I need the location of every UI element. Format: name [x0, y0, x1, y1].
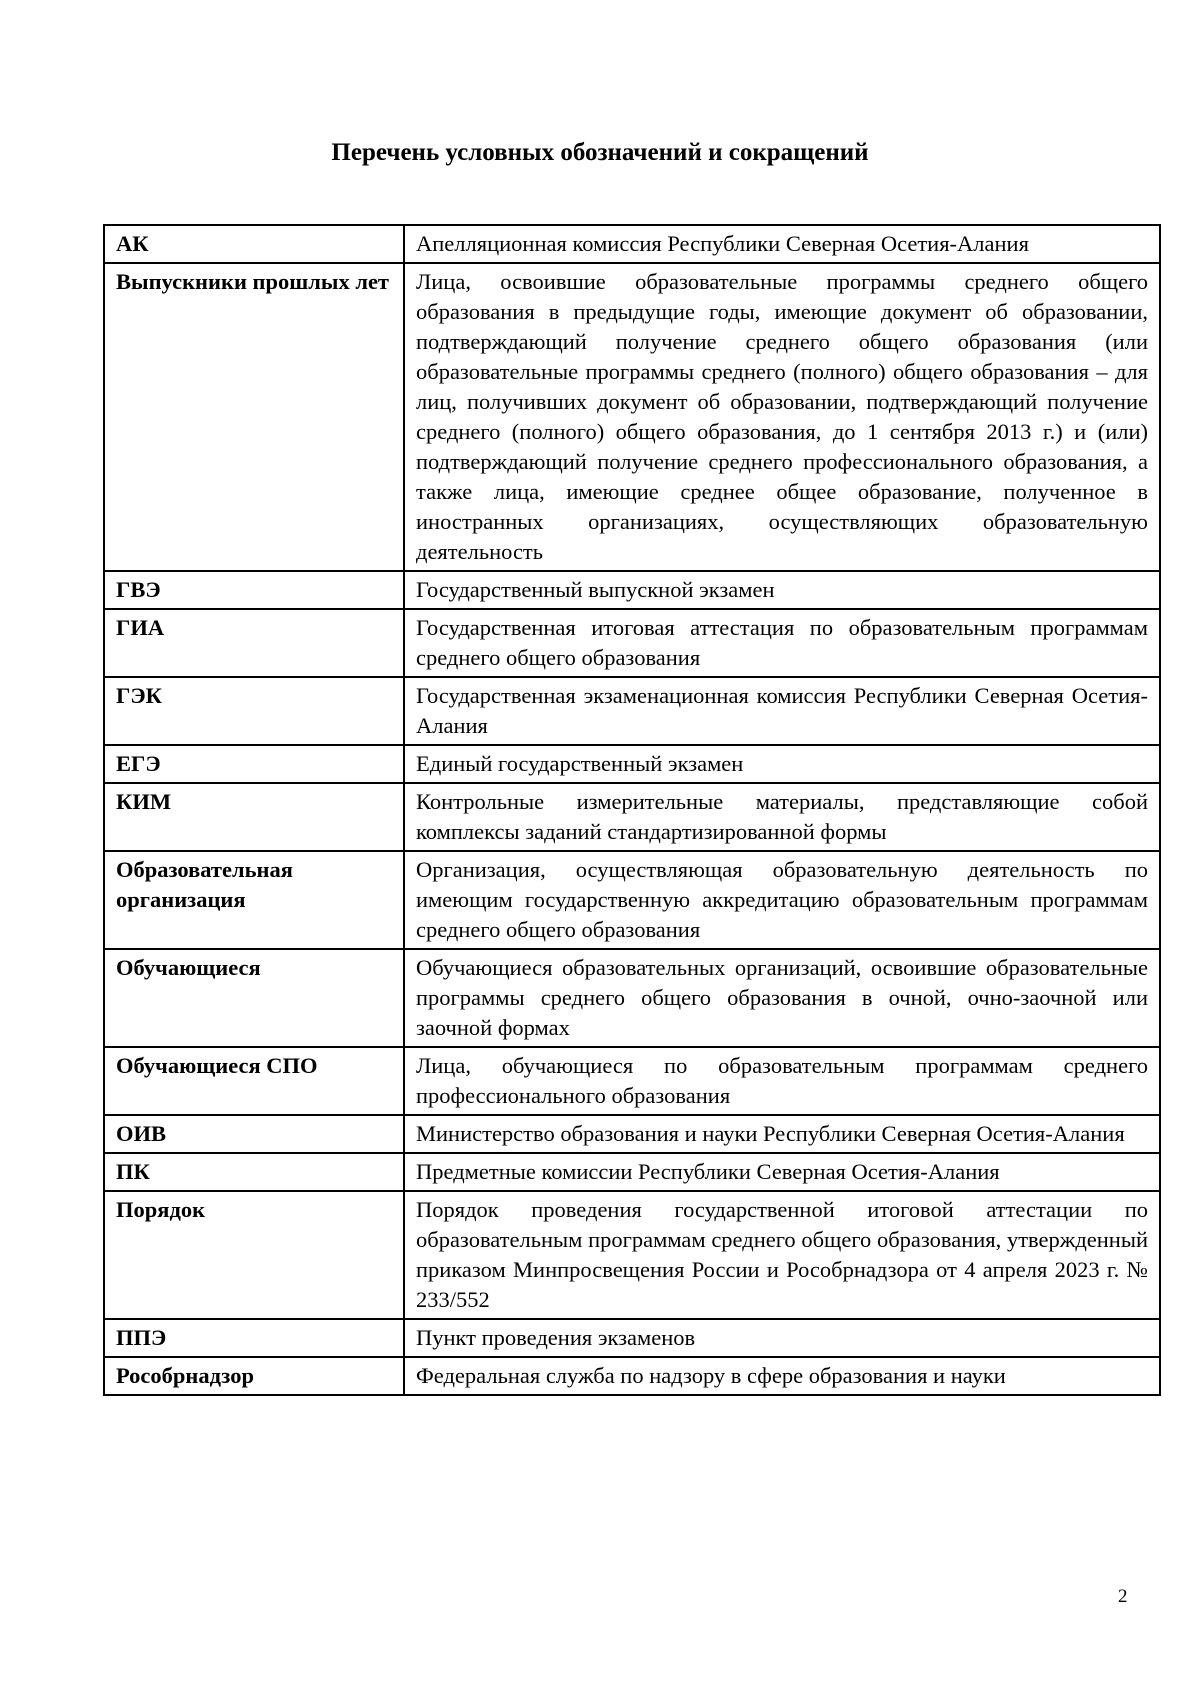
table-row [104, 1319, 1160, 1357]
table-row [104, 571, 1160, 609]
term-cell: ЕГЭ [104, 745, 404, 783]
definition-cell: Государственная итоговая аттестация по образовательным программам среднего общего образования [404, 609, 1160, 677]
term-cell: Образовательная организация [104, 851, 404, 949]
table-row [104, 745, 1160, 783]
definition-cell: Единый государственный экзамен [404, 745, 1160, 783]
table-row [104, 1357, 1160, 1395]
table-row [104, 949, 1160, 1047]
term-cell: ГИА [104, 609, 404, 677]
table-row [104, 851, 1160, 949]
definition-cell: Государственный выпускной экзамен [404, 571, 1160, 609]
term-cell: ПК [104, 1153, 404, 1191]
definition-cell: Лица, освоившие образовательные программы среднего общего образования в предыдущие годы, имеющие документ об образовании, подтверждающий получение среднего общего образования (или образовательные программы среднего (полного) общего образования – для лиц, получивших документ об образовании, подтверждающий получение среднего (полного) общего образования, до 1 сентября 2013 г.) и (или) подтверждающий получение среднего профессионального образования, а также лица, имеющие среднее общее образование, полученное в иностранных организациях, осуществляющих образовательную деятельность [404, 263, 1160, 571]
term-cell: ГЭК [104, 677, 404, 745]
table-row [104, 263, 1160, 571]
table-row [104, 609, 1160, 677]
abbreviations-table [103, 224, 1161, 1396]
table-row [104, 783, 1160, 851]
table-row [104, 1115, 1160, 1153]
page-number: 2 [1118, 1586, 1128, 1607]
definition-cell: Министерство образования и науки Республики Северная Осетия-Алания [404, 1115, 1160, 1153]
term-cell: Рособрнадзор [104, 1357, 404, 1395]
term-cell: Порядок [104, 1191, 404, 1319]
table-row [104, 1153, 1160, 1191]
term-cell: Обучающиеся СПО [104, 1047, 404, 1115]
definition-cell: Порядок проведения государственной итоговой аттестации по образовательным программам среднего общего образования, утвержденный приказом Минпросвещения России и Рособрнадзора от 4 апреля 2023 г. № 233/552 [404, 1191, 1160, 1319]
term-cell: АК [104, 225, 404, 263]
table-row [104, 225, 1160, 263]
term-cell: Выпускники прошлых лет [104, 263, 404, 571]
definition-cell: Лица, обучающиеся по образовательным программам среднего профессионального образования [404, 1047, 1160, 1115]
definition-cell: Предметные комиссии Республики Северная Осетия-Алания [404, 1153, 1160, 1191]
table-row [104, 1191, 1160, 1319]
definition-cell: Организация, осуществляющая образовательную деятельность по имеющим государственную аккредитацию образовательным программам среднего общего образования [404, 851, 1160, 949]
term-cell: ОИВ [104, 1115, 404, 1153]
definition-cell: Обучающиеся образовательных организаций, освоившие образовательные программы среднего общего образования в очной, очно-заочной или заочной формах [404, 949, 1160, 1047]
table-row [104, 1047, 1160, 1115]
term-cell: ППЭ [104, 1319, 404, 1357]
definition-cell: Государственная экзаменационная комиссия Республики Северная Осетия-Алания [404, 677, 1160, 745]
definition-cell: Пункт проведения экзаменов [404, 1319, 1160, 1357]
term-cell: ГВЭ [104, 571, 404, 609]
term-cell: Обучающиеся [104, 949, 404, 1047]
page-title: Перечень условных обозначений и сокращений [331, 139, 869, 166]
definition-cell: Контрольные измерительные материалы, представляющие собой комплексы заданий стандартизированной формы [404, 783, 1160, 851]
table-row [104, 677, 1160, 745]
definition-cell: Апелляционная комиссия Республики Северная Осетия-Алания [404, 225, 1160, 263]
definition-cell: Федеральная служба по надзору в сфере образования и науки [404, 1357, 1160, 1395]
term-cell: КИМ [104, 783, 404, 851]
